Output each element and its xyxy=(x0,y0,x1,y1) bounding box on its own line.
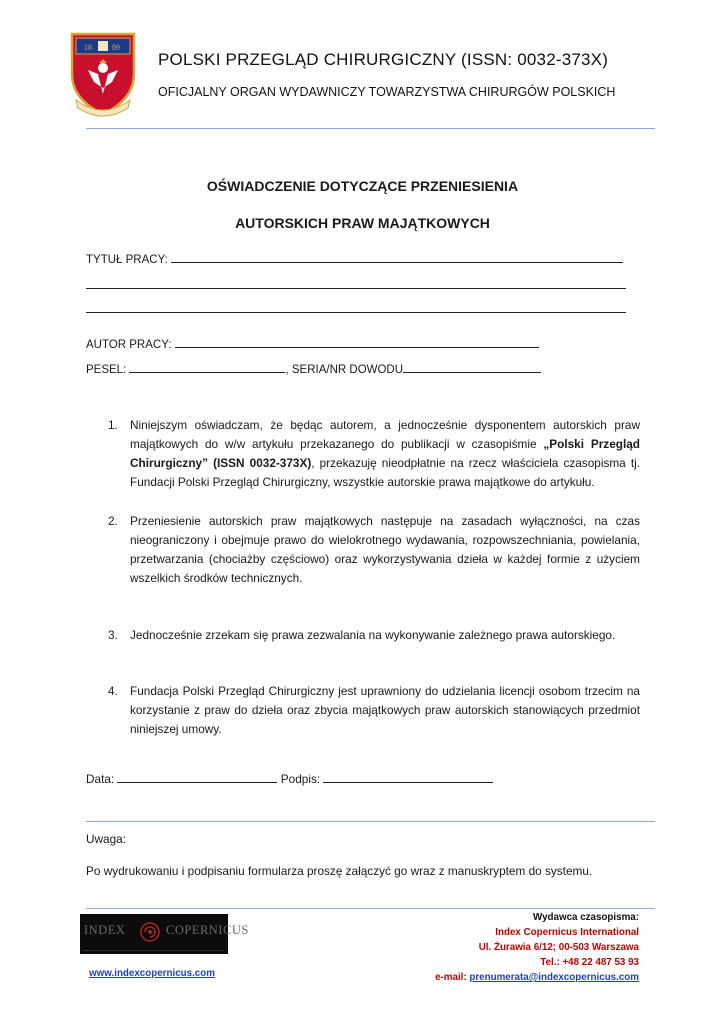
index-copernicus-logo xyxy=(80,914,249,954)
publisher-phone: Tel.: +48 22 487 53 93 xyxy=(540,957,639,968)
crest-year-right: 89 xyxy=(112,43,120,52)
clause-number: 3. xyxy=(108,628,118,642)
pesel-field[interactable] xyxy=(86,360,541,376)
clause-number: 1. xyxy=(108,418,118,432)
crest-year-left: 18 xyxy=(84,43,92,52)
signature-row xyxy=(86,770,493,786)
note-divider xyxy=(86,821,655,822)
author-label: AUTOR PRACY: xyxy=(86,339,172,351)
pesel-label: PESEL: xyxy=(86,364,127,376)
signature-input-line[interactable] xyxy=(323,770,493,783)
copernicus-emblem-icon xyxy=(138,920,162,944)
society-crest-logo xyxy=(68,30,138,118)
clause-number: 2. xyxy=(108,514,118,528)
title-input-line[interactable] xyxy=(171,250,623,263)
clause-item xyxy=(108,682,640,739)
title-field[interactable] xyxy=(86,250,623,266)
clause-text: Fundacja Polski Przegląd Chirurgiczny jest uprawniony do udzielania licencji osobom trzecim na korzystanie z praw do dzieła oraz zbycia majątkowych praw autorskich stanowiących przedmiot niniejszej umowy. xyxy=(130,684,640,736)
document-title-line2: AUTORSKICH PRAW MAJĄTKOWYCH xyxy=(235,215,490,231)
clause-text: Przeniesienie autorskich praw majątkowych następuje na zasadach wyłączności, na czas nieograniczony i obejmuje prawo do wielokrotnego wydawania, rozpowszechniania, powielania, przetwarzania (chociażby częściowo) oraz wykorzystywania dzieła w każdej formie z użyciem wszelkich środków technicznych. xyxy=(130,514,640,585)
note-heading: Uwaga: xyxy=(86,832,126,846)
journal-title: POLSKI PRZEGLĄD CHIRURGICZNY (ISSN: 0032-373X) xyxy=(158,50,609,69)
clause-item xyxy=(108,626,640,645)
note-text: Po wydrukowaniu i podpisaniu formularza proszę załączyć go wraz z manuskryptem do systemu. xyxy=(86,864,593,878)
id-input-line[interactable] xyxy=(403,360,541,373)
journal-subtitle: OFICJALNY ORGAN WYDAWNICZY TOWARZYSTWA CHIRURGÓW POLSKICH xyxy=(158,85,616,99)
clause-item xyxy=(108,512,640,588)
clause-text: Jednocześnie zrzekam się prawa zezwalania na wykonywanie zależnego prawa autorskiego. xyxy=(130,628,616,642)
date-label: Data: xyxy=(86,772,115,786)
date-input-line[interactable] xyxy=(117,770,277,783)
pesel-input-line[interactable] xyxy=(129,360,285,373)
clause-number: 4. xyxy=(108,684,118,698)
publisher-info xyxy=(435,910,639,985)
header-divider xyxy=(86,128,655,129)
logo-text-left: INDEX xyxy=(84,923,126,937)
logo-dotted-rule xyxy=(84,948,224,951)
publisher-email-link[interactable]: prenumerata@indexcopernicus.com xyxy=(469,972,639,983)
id-label: , SERIA/NR DOWODU xyxy=(285,364,404,376)
publisher-heading: Wydawca czasopisma: xyxy=(533,912,639,923)
author-field[interactable] xyxy=(86,335,539,351)
email-label: e-mail: xyxy=(435,972,470,983)
publisher-address: Ul. Żurawia 6/12; 00-503 Warszawa xyxy=(478,942,639,953)
journal-name-bold: „Polski Przegląd Chirurgiczny” (ISSN 0032-373X) xyxy=(130,437,640,470)
clause-text: Niniejszym oświadczam, że będąc autorem, a jednocześnie dysponentem autorskich praw majątkowych do w/w artykułu przekazanego do publikacji w czasopiśmie „Polski Przegląd Chirurgiczny” (ISSN 0032-373X), przekazuję nieodpłatnie na rzecz właściciela czasopisma tj. Fundacji Polski Przegląd Chirurgiczny, wszystkie autorskie prawa majątkowe do artykułu. xyxy=(130,418,641,489)
website-link[interactable]: www.indexcopernicus.com xyxy=(89,968,215,979)
title-label: TYTUŁ PRACY: xyxy=(86,254,168,266)
title-input-line-3[interactable] xyxy=(86,312,626,313)
logo-text-right: COPERNICUS xyxy=(166,923,249,937)
author-input-line[interactable] xyxy=(175,335,539,348)
document-title-line1: OŚWIADCZENIE DOTYCZĄCE PRZENIESIENIA xyxy=(206,178,519,194)
publisher-name: Index Copernicus International xyxy=(495,927,639,938)
footer-divider xyxy=(86,908,655,909)
clause-item xyxy=(108,416,640,492)
title-input-line-2[interactable] xyxy=(86,288,626,289)
signature-label: Podpis: xyxy=(280,772,321,786)
